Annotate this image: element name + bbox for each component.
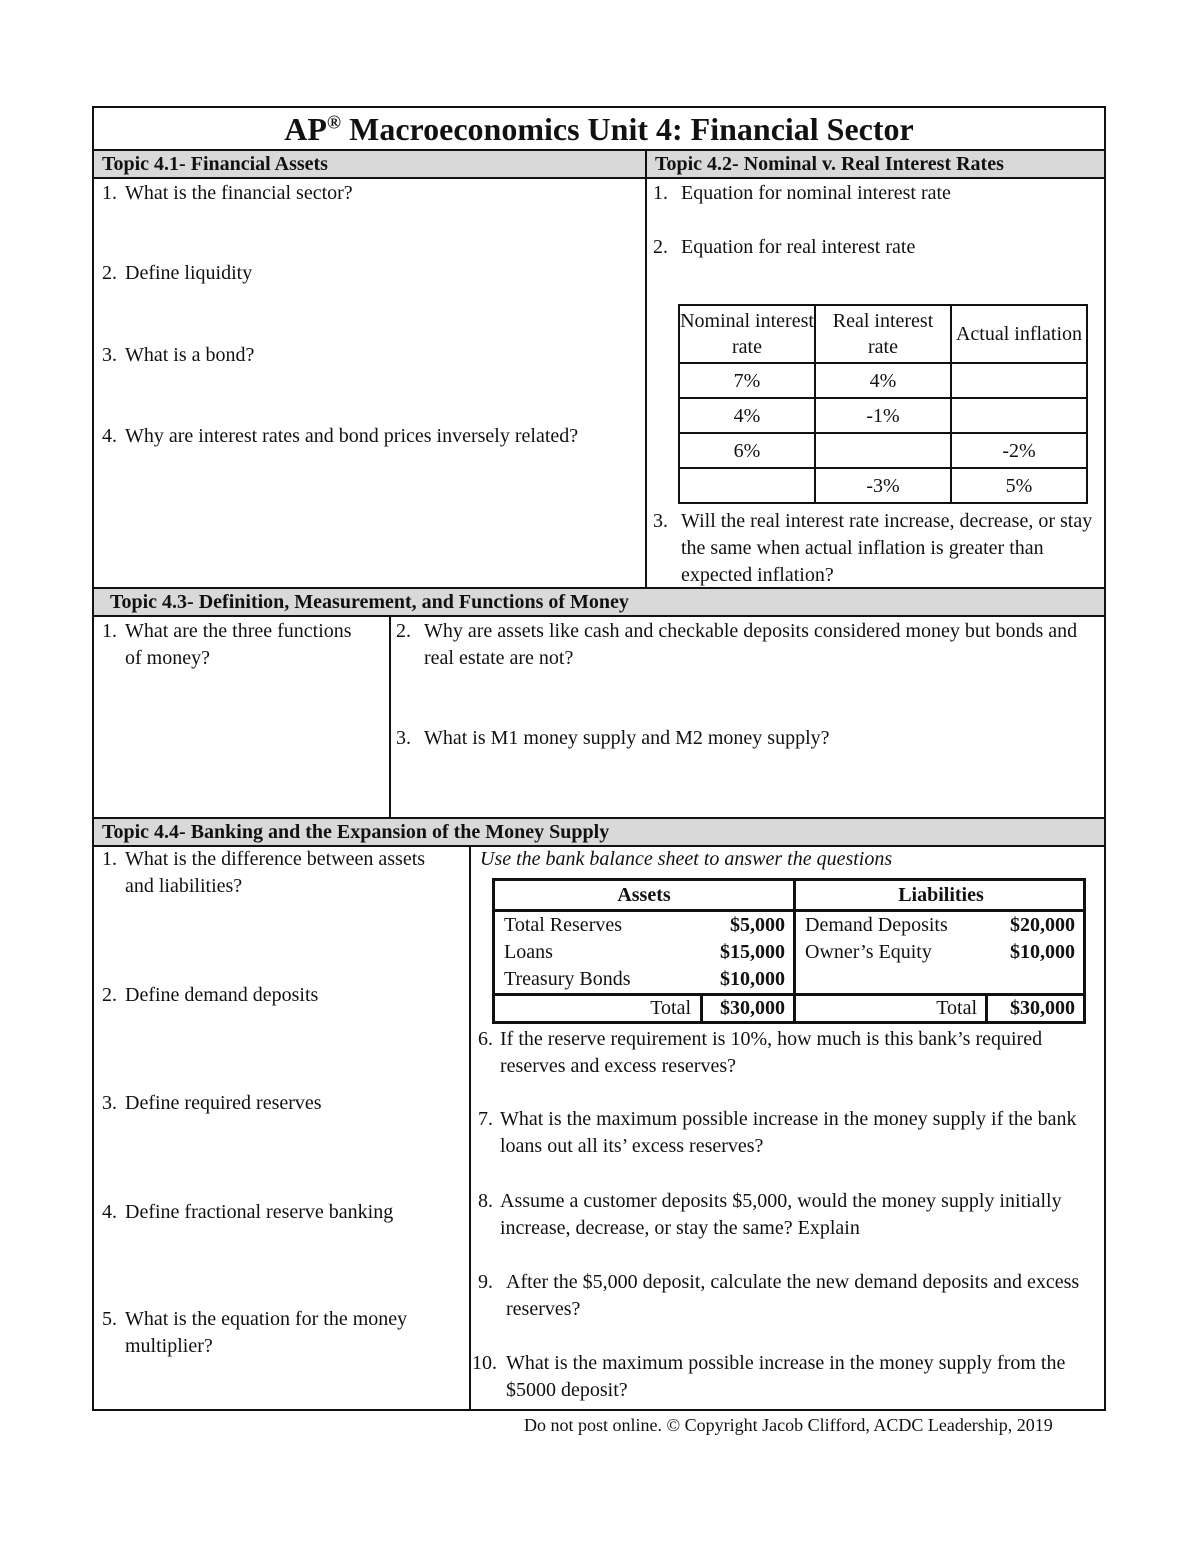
question-4-4-3: [102, 1090, 457, 1117]
question-4-4-2: [102, 982, 457, 1009]
table-cell: 6%: [679, 433, 815, 468]
table-cell: 7%: [679, 363, 815, 398]
registered-mark: ®: [326, 112, 342, 134]
table-cell: -2%: [951, 433, 1087, 468]
column-divider: [469, 845, 471, 1409]
question-4-4-7: [478, 1106, 1103, 1160]
question-number: 2.: [653, 236, 668, 258]
question-number: 9.: [478, 1271, 493, 1293]
question-4-4-8: [478, 1188, 1098, 1242]
question-text: What is the maximum possible increase in the money supply from the $5000 deposit?: [506, 1352, 1066, 1401]
asset-amount: $10,000: [720, 968, 785, 990]
question-4-4-9: [478, 1269, 1088, 1323]
bank-balance-sheet: [492, 878, 1086, 1024]
topic-4-1-header: Topic 4.1- Financial Assets: [94, 151, 645, 178]
divider: [94, 177, 1104, 179]
question-4-3-3: [396, 725, 1101, 752]
question-number: 10.: [472, 1352, 497, 1374]
question-4-4-5: [102, 1306, 467, 1360]
question-text: Define liquidity: [125, 262, 253, 284]
worksheet: [92, 106, 1106, 1411]
table-cell: -1%: [815, 398, 951, 433]
question-text: What are the three functions of money?: [125, 620, 352, 669]
table-cell: [679, 468, 815, 503]
question-4-3-1: [102, 618, 372, 672]
copyright-footer: Do not post online. © Copyright Jacob Clifford, ACDC Leadership, 2019: [524, 1415, 1053, 1435]
question-text: Define required reserves: [125, 1092, 322, 1114]
table-cell: 5%: [951, 468, 1087, 503]
question-number: 1.: [102, 620, 117, 642]
question-text: What is M1 money supply and M2 money supply?: [424, 727, 830, 749]
liability-amount: $10,000: [1010, 941, 1075, 963]
asset-amount: $15,000: [720, 941, 785, 963]
question-number: 4.: [102, 1201, 117, 1223]
topic-4-3-header: Topic 4.3- Definition, Measurement, and Functions of Money: [94, 589, 1104, 616]
question-4-3-2: [396, 618, 1101, 672]
question-number: 6.: [478, 1028, 493, 1050]
question-number: 1.: [653, 182, 668, 204]
question-number: 1.: [102, 182, 117, 204]
table-cell: [951, 398, 1087, 433]
question-4-2-2: [653, 234, 1101, 261]
liability-amount: $20,000: [1010, 914, 1075, 936]
question-text: After the $5,000 deposit, calculate the new demand deposits and excess reserves?: [506, 1271, 1080, 1320]
question-text: What is the difference between assets and liabilities?: [125, 848, 426, 897]
question-number: 2.: [102, 984, 117, 1006]
question-number: 1.: [102, 848, 117, 870]
question-text: Equation for real interest rate: [681, 236, 916, 258]
question-text: Define fractional reserve banking: [125, 1201, 394, 1223]
question-4-2-3: [653, 508, 1103, 589]
table-header-inflation: Actual inflation: [951, 305, 1087, 363]
question-text: Why are interest rates and bond prices inversely related?: [125, 425, 579, 447]
question-4-1-4: [102, 423, 602, 450]
question-number: 5.: [102, 1308, 117, 1330]
table-cell: 4%: [679, 398, 815, 433]
question-4-1-1: [102, 180, 632, 207]
question-text: Define demand deposits: [125, 984, 319, 1006]
liabilities-header: Liabilities: [898, 884, 984, 906]
question-number: 3.: [396, 727, 411, 749]
question-4-1-2: [102, 260, 632, 287]
question-text: Assume a customer deposits $5,000, would the money supply initially increase, decrease, or stay the same? Explain: [500, 1190, 1062, 1239]
question-number: 2.: [102, 262, 117, 284]
title-rest: Macroeconomics Unit 4: Financial Sector: [341, 111, 914, 147]
assets-total: $30,000: [720, 997, 785, 1019]
question-number: 8.: [478, 1190, 493, 1212]
title-prefix: AP: [284, 111, 327, 147]
question-4-2-1: [653, 180, 1101, 207]
question-number: 7.: [478, 1108, 493, 1130]
question-text: If the reserve requirement is 10%, how much is this bank’s required reserves and excess reserves?: [500, 1028, 1043, 1077]
question-number: 4.: [102, 425, 117, 447]
question-number: 3.: [102, 344, 117, 366]
question-text: What is the maximum possible increase in the money supply if the bank loans out all its’ excess reserves?: [500, 1108, 1077, 1157]
table-cell: [951, 363, 1087, 398]
divider: [94, 615, 1104, 617]
liabilities-total-label: Total: [936, 997, 977, 1019]
question-4-4-6: [478, 1026, 1098, 1080]
question-text: Will the real interest rate increase, decrease, or stay the same when actual inflation is greater than expected inflation?: [681, 510, 1093, 586]
liability-label: Owner’s Equity: [805, 941, 932, 963]
question-4-1-3: [102, 342, 632, 369]
question-text: What is the financial sector?: [125, 182, 353, 204]
topic-4-2-header: Topic 4.2- Nominal v. Real Interest Rates: [647, 151, 1104, 178]
question-4-4-4: [102, 1199, 462, 1226]
topic-4-4-header: Topic 4.4- Banking and the Expansion of the Money Supply: [94, 819, 1104, 846]
asset-label: Total Reserves: [504, 914, 623, 936]
question-number: 2.: [396, 620, 411, 642]
page-title: [94, 108, 1104, 150]
question-number: 3.: [102, 1092, 117, 1114]
table-header-real: Real interest rate: [815, 305, 951, 363]
table-cell: -3%: [815, 468, 951, 503]
question-text: What is the equation for the money multiplier?: [125, 1308, 408, 1357]
column-divider: [645, 149, 647, 587]
liability-label: Demand Deposits: [805, 914, 948, 936]
asset-label: Treasury Bonds: [504, 968, 631, 990]
asset-amount: $5,000: [730, 914, 785, 936]
question-text: Equation for nominal interest rate: [681, 182, 951, 204]
assets-header: Assets: [617, 884, 671, 906]
question-text: Why are assets like cash and checkable deposits considered money but bonds and real estate are not?: [424, 620, 1078, 669]
column-divider: [389, 615, 391, 817]
question-4-4-1: [102, 846, 457, 900]
question-4-4-10: [472, 1350, 1092, 1404]
balance-sheet-instruction: Use the bank balance sheet to answer the questions: [480, 848, 893, 870]
asset-label: Loans: [504, 941, 553, 963]
question-text: What is a bond?: [125, 344, 255, 366]
table-header-nominal: Nominal interest rate: [679, 305, 815, 363]
table-cell: 4%: [815, 363, 951, 398]
assets-total-label: Total: [650, 997, 691, 1019]
question-number: 3.: [653, 510, 668, 532]
liabilities-total: $30,000: [1010, 997, 1075, 1019]
interest-rate-table: [678, 304, 1088, 504]
table-cell: [815, 433, 951, 468]
